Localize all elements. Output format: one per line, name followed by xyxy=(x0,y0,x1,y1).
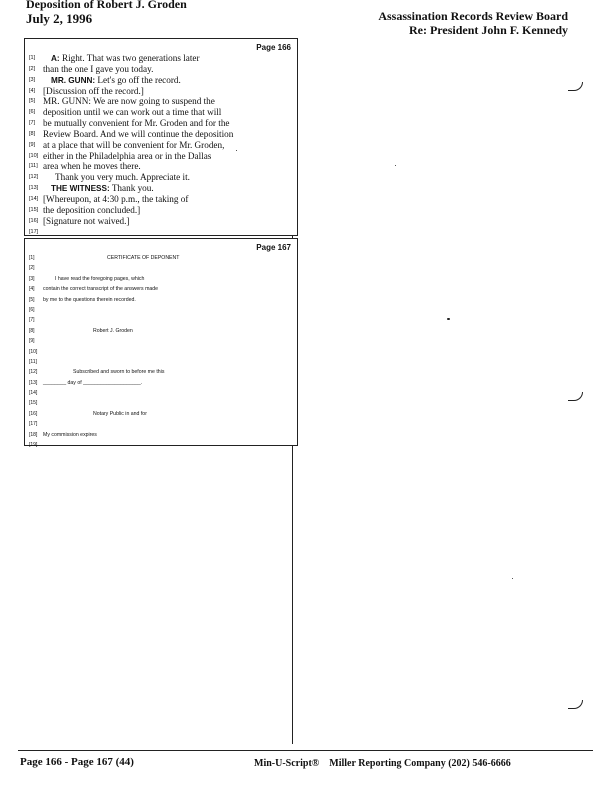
transcript-line xyxy=(29,227,233,238)
footer-divider xyxy=(18,750,593,751)
line-body: Subscribed and sworn to before me this xyxy=(73,369,165,376)
line-text xyxy=(43,151,211,162)
transcript-line xyxy=(29,151,233,162)
line-number: [18] xyxy=(29,431,38,438)
transcript-line xyxy=(29,430,179,440)
line-body: at a place that will be convenient for Mr. Groden, xyxy=(43,139,225,150)
line-body: Right. That was two generations later xyxy=(59,53,200,63)
transcript-line xyxy=(29,326,179,336)
transcript-page-167 xyxy=(24,238,298,449)
line-text xyxy=(43,205,140,216)
transcript-line xyxy=(29,86,233,97)
line-text xyxy=(43,86,144,97)
line-body: [Signature not waived.] xyxy=(43,215,130,226)
binder-mark xyxy=(568,700,583,709)
line-number: [13] xyxy=(29,185,39,192)
line-text xyxy=(43,274,144,284)
line-body: contain the correct transcript of the answers made xyxy=(43,286,159,293)
line-body: Notary Public in and for xyxy=(93,410,147,417)
line-text xyxy=(43,284,158,294)
line-number: [1] xyxy=(29,55,36,61)
line-number: [9] xyxy=(29,338,35,345)
line-text xyxy=(43,172,190,183)
line-number: [6] xyxy=(29,109,36,116)
line-body: either in the Philadelphia area or in the Dallas xyxy=(43,150,212,161)
transcript-line xyxy=(29,205,233,216)
transcript-line xyxy=(29,172,233,183)
line-text xyxy=(43,378,142,388)
line-number: [10] xyxy=(29,152,39,159)
scan-speck xyxy=(447,318,450,320)
line-body: Review Board. And we will continue the deposition xyxy=(43,128,234,139)
speaker-label: THE WITNESS: xyxy=(51,184,110,194)
transcript-line xyxy=(29,96,233,107)
transcript-line xyxy=(29,64,233,75)
transcript-line xyxy=(29,129,233,140)
line-number: [13] xyxy=(29,379,38,386)
speaker-label: A: xyxy=(51,54,60,63)
header-left xyxy=(26,2,187,30)
line-text xyxy=(43,96,215,107)
transcript-line xyxy=(29,75,233,86)
transcript-line xyxy=(29,161,233,172)
line-body: CERTIFICATE OF DEPONENT xyxy=(107,255,180,261)
transcript-line xyxy=(29,440,179,450)
binder-mark xyxy=(568,392,583,401)
line-number: [16] xyxy=(29,217,39,224)
line-number: [7] xyxy=(29,317,35,324)
binder-mark xyxy=(568,82,583,91)
transcript-line xyxy=(29,378,179,388)
transcript-line xyxy=(29,388,179,398)
line-number: [5] xyxy=(29,98,36,105)
line-number: [7] xyxy=(29,120,36,127)
line-text xyxy=(43,140,224,151)
transcript-line xyxy=(29,216,233,227)
scan-speck xyxy=(236,150,237,151)
line-body: I have read the foregoing pages, which xyxy=(55,275,145,282)
line-body: be mutually convenient for Mr. Groden and for the xyxy=(43,118,230,129)
line-text xyxy=(43,295,136,305)
transcript-line xyxy=(29,367,179,377)
transcript-lines xyxy=(29,53,233,237)
transcript-line xyxy=(29,357,179,367)
transcript-line xyxy=(29,336,179,346)
line-number: [5] xyxy=(29,296,35,303)
transcript-page-166 xyxy=(24,38,298,236)
transcript-line xyxy=(29,140,233,151)
transcript-line xyxy=(29,305,179,315)
line-body: deposition until we can work out a time that will xyxy=(43,107,222,118)
transcript-line xyxy=(29,295,179,305)
line-number: [1] xyxy=(29,255,35,261)
line-text xyxy=(43,409,147,419)
line-number: [8] xyxy=(29,327,35,334)
line-text xyxy=(43,367,164,377)
line-number: [4] xyxy=(29,286,35,293)
footer-page-range: Page 166 - Page 167 (44) xyxy=(20,756,134,768)
transcript-line xyxy=(29,253,179,263)
transcript-line xyxy=(29,409,179,419)
scan-speck xyxy=(512,578,513,579)
line-number: [8] xyxy=(29,130,36,137)
footer-credits xyxy=(254,758,511,769)
line-text xyxy=(43,161,141,172)
speaker-label: MR. GUNN: xyxy=(51,75,96,85)
line-body: [Whereupon, at 4:30 p.m., the taking of xyxy=(43,193,189,204)
transcript-line xyxy=(29,118,233,129)
board-name: Assassination Records Review Board xyxy=(378,9,568,23)
line-number: [17] xyxy=(29,228,39,235)
line-number: [6] xyxy=(29,306,35,313)
line-number: [17] xyxy=(29,421,38,428)
line-text xyxy=(43,107,221,118)
line-number: [3] xyxy=(29,275,35,282)
transcript-line xyxy=(29,274,179,284)
line-body: MR. GUNN: We are now going to suspend the xyxy=(43,96,215,107)
line-text xyxy=(43,129,233,140)
line-body: Thank you very much. Appreciate it. xyxy=(55,172,190,183)
line-body: area when he moves there. xyxy=(43,161,141,172)
deposition-date: July 2, 1996 xyxy=(26,11,93,26)
line-number: [9] xyxy=(29,141,36,148)
transcript-line xyxy=(29,53,233,64)
transcript-line xyxy=(29,107,233,118)
line-body: Robert J. Groden xyxy=(93,327,133,334)
transcript-line xyxy=(29,183,233,194)
line-body: My commission expires xyxy=(43,431,97,438)
transcript-line xyxy=(29,194,233,205)
line-number: [15] xyxy=(29,400,38,407)
line-text xyxy=(43,64,153,75)
line-body: ________ day of ____________________. xyxy=(43,379,143,386)
line-text xyxy=(43,253,179,263)
line-text xyxy=(43,430,97,440)
line-text xyxy=(43,326,133,336)
deposition-title: Deposition of Robert J. Groden xyxy=(26,0,187,11)
line-body: Thank you. xyxy=(109,183,154,194)
line-number: [2] xyxy=(29,265,35,272)
line-body: the deposition concluded.] xyxy=(43,204,141,215)
line-number: [3] xyxy=(29,76,36,83)
line-number: [2] xyxy=(29,65,36,72)
line-number: [14] xyxy=(29,390,38,397)
line-number: [12] xyxy=(29,369,38,376)
line-text xyxy=(43,216,130,227)
min-u-script-brand: Min-U-Script® xyxy=(254,758,320,769)
line-text xyxy=(43,118,230,129)
transcript-line xyxy=(29,419,179,429)
transcript-line xyxy=(29,315,179,325)
line-number: [10] xyxy=(29,348,38,355)
line-body: [Discussion off the record.] xyxy=(43,85,144,96)
line-number: [12] xyxy=(29,174,39,181)
header-right xyxy=(378,9,568,37)
case-subject: Re: President John F. Kennedy xyxy=(408,23,568,37)
line-number: [4] xyxy=(29,87,36,94)
line-number: [19] xyxy=(29,442,38,449)
line-number: [16] xyxy=(29,410,38,417)
transcript-line xyxy=(29,284,179,294)
line-body: by me to the questions therein recorded. xyxy=(43,296,136,303)
line-number: [11] xyxy=(29,358,37,365)
page-number: Page 167 xyxy=(256,243,291,252)
reporting-company: Miller Reporting Company (202) 546-6666 xyxy=(329,758,511,769)
line-number: [14] xyxy=(29,195,39,202)
line-number: [11] xyxy=(29,163,38,170)
line-text xyxy=(43,194,188,205)
page-number: Page 166 xyxy=(256,43,291,52)
scan-speck xyxy=(395,165,396,166)
transcript-line xyxy=(29,263,179,273)
line-number: [15] xyxy=(29,206,39,213)
line-body: Let's go off the record. xyxy=(95,74,181,85)
transcript-line xyxy=(29,398,179,408)
transcript-line xyxy=(29,347,179,357)
line-body: than the one I gave you today. xyxy=(43,63,154,74)
certificate-lines xyxy=(29,253,179,450)
